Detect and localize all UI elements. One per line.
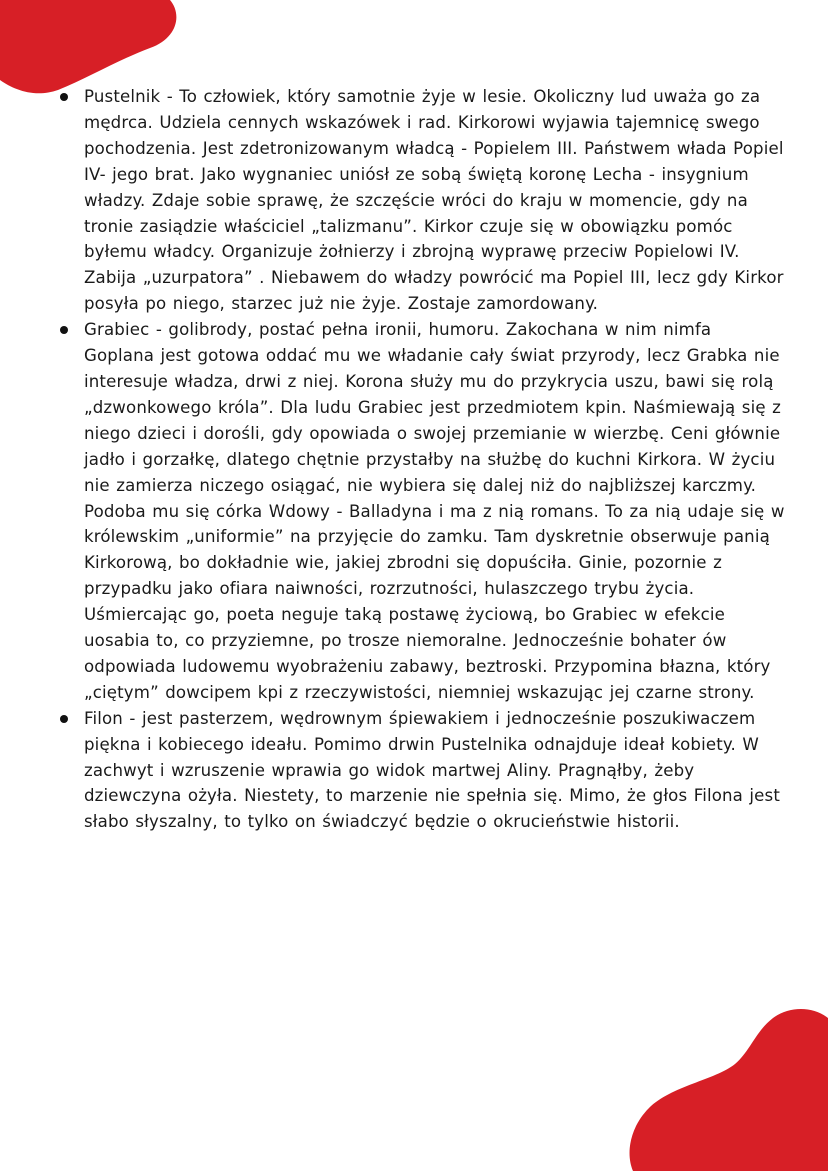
entry-name: Pustelnik: [84, 87, 161, 106]
red-blob-top-left-shape: [0, 0, 176, 93]
character-list: [60, 84, 785, 835]
entry-filon: [60, 706, 785, 836]
entry-text: To człowiek, który samotnie żyje w lesie. Okoliczny lud uważa go za mędrca. Udziela cennych wskazówek i rad. Kirkorowi wyjawia tajemnicę swego pochodzenia. Jest zdetronizowanym władcą - Popielem III. Państwem włada Popiel IV- jego brat. Jako wygnaniec uniósł ze sobą świętą koronę Lecha - insygnium władzy. Zdaje sobie sprawę, że szczęście wróci do kraju w momencie, gdy na tronie zasiądzie właściciel „talizmanu”. Kirkor czuje się w obowiązku pomóc byłemu władcy. Organizuje żołnierzy i zbrojną wyprawę przeciw Popielowi IV. Zabija „uzurpatora” . Niebawem do władzy powrócić ma Popiel III, lecz gdy Kirkor posyła po niego, starzec już nie żyje. Zostaje zamordowany.: [84, 87, 784, 314]
red-blob-top-left: [0, 0, 190, 95]
entry-separator: -: [149, 320, 169, 340]
entry-name: Filon: [84, 708, 123, 728]
entry-separator: -: [160, 87, 180, 106]
bullet-icon: [60, 715, 68, 723]
bullet-icon: [60, 326, 68, 334]
entry-name: Grabiec: [84, 320, 150, 340]
entry-pustelnik: [60, 84, 785, 317]
red-blob-bottom-right-shape: [630, 1009, 828, 1171]
entry-separator: -: [122, 708, 142, 728]
red-blob-bottom-right: [623, 1006, 828, 1171]
entry-text: jest pasterzem, wędrownym śpiewakiem i jednocześnie poszukiwaczem piękna i kobiecego ideału. Pomimo drwin Pustelnika odnajduje ideał kobiety. W zachwyt i wzruszenie wprawia go widok martwej Aliny. Pragnąłby, żeby dziewczyna ożyła. Niestety, to marzenie nie spełnia się. Mimo, że głos Filona jest słabo słyszalny, to tylko on świadczyć będzie o okrucieństwie historii.: [84, 708, 780, 832]
entry-grabiec: [60, 317, 785, 706]
bullet-icon: [60, 93, 68, 101]
entry-text: golibrody, postać pełna ironii, humoru. Zakochana w nim nimfa Goplana jest gotowa oddać mu we władanie cały świat przyrody, lecz Grabka nie interesuje władza, drwi z niej. Korona służy mu do przykrycia uszu, bawi się rolą „dzwonkowego króla”. Dla ludu Grabiec jest przedmiotem kpin. Naśmiewają się z niego dzieci i dorośli, gdy opowiada o swojej przemianie w wierzbę. Ceni głównie jadło i gorzałkę, dlatego chętnie przystałby na służbę do kuchni Kirkora. W życiu nie zamierza niczego osiągać, nie wybiera się dalej niż do najbliższej karczmy. Podoba mu się córka Wdowy - Balladyna i ma z nią romans. To za nią udaje się w królewskim „uniformie” na przyjęcie do zamku. Tam dyskretnie obserwuje panią Kirkorową, bo dokładnie wie, jakiej zbrodni się dopuściła. Ginie, pozornie z przypadku jako ofiara naiwności, rozrzutności, hulaszczego trybu życia. Uśmiercając go, poeta neguje taką postawę życiową, bo Grabiec w efekcie uosabia to, co przyziemne, po trosze niemoralne. Jednocześnie bohater ów odpowiada ludowemu wyobrażeniu zabawy, beztroski. Przypomina błazna, który „ciętym” dowcipem kpi z rzeczywistości, niemniej wskazując jej czarne strony.: [84, 320, 785, 702]
document-body: [60, 84, 785, 835]
